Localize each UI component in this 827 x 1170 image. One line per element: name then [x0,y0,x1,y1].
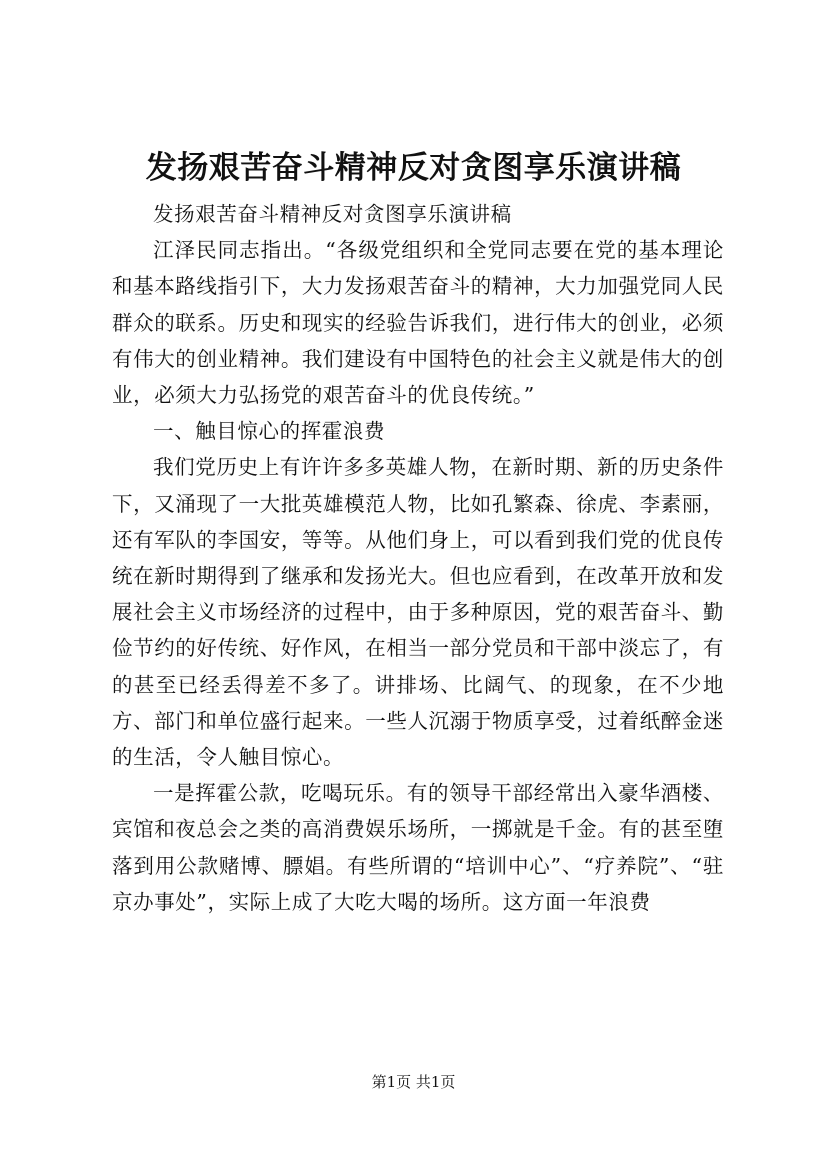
subtitle-paragraph: 发扬艰苦奋斗精神反对贪图享乐演讲稿 [153,202,512,226]
page-footer: 第1页 共1页 [371,1073,456,1091]
section-heading: 一、触目惊心的挥霍浪费 [153,419,386,444]
body-paragraph: 一是挥霍公款，吃喝玩乐。有的领导干部经常出入豪华酒楼、宾馆和夜总会之类的高消费娱乐场所，一掷就是千金。有的甚至堕落到用公款赌博、膘娼。有些所谓的“培训中心”、“疗养院”、“驻京办事处”，实际上成了大吃大喝的场所。这方面一年浪费 [112,781,724,914]
document-body [112,196,724,920]
body-paragraph: 我们党历史上有许许多多英雄人物，在新时期、新的历史条件下，又涌现了一大批英雄模范人物，比如孔繁森、徐虎、李素丽，还有军队的李国安，等等。从他们身上，可以看到我们党的优良传统在新时期得到了继承和发扬光大。但也应看到，在改革开放和发展社会主义市场经济的过程中，由于多种原因，党的艰苦奋斗、勤俭节约的好传统、好作风，在相当一部分党员和干部中淡忘了，有的甚至已经丢得差不多了。讲排场、比阔气、的现象，在不少地方、部门和单位盛行起来。一些人沉溺于物质享受，过着纸醉金迷的生活，令人触目惊心。 [112,455,724,770]
quote-paragraph: 江泽民同志指出。“各级党组织和全党同志要在党的基本理论和基本路线指引下，大力发扬艰苦奋斗的精神，大力加强党同人民群众的联系。历史和现实的经验告诉我们，进行伟大的创业，必须有伟大的创业精神。我们建设有中国特色的社会主义就是伟大的创业，必须大力弘扬党的艰苦奋斗的优良传统。” [112,238,724,408]
document-title: 发扬艰苦奋斗精神反对贪图享乐演讲稿 [145,150,682,186]
